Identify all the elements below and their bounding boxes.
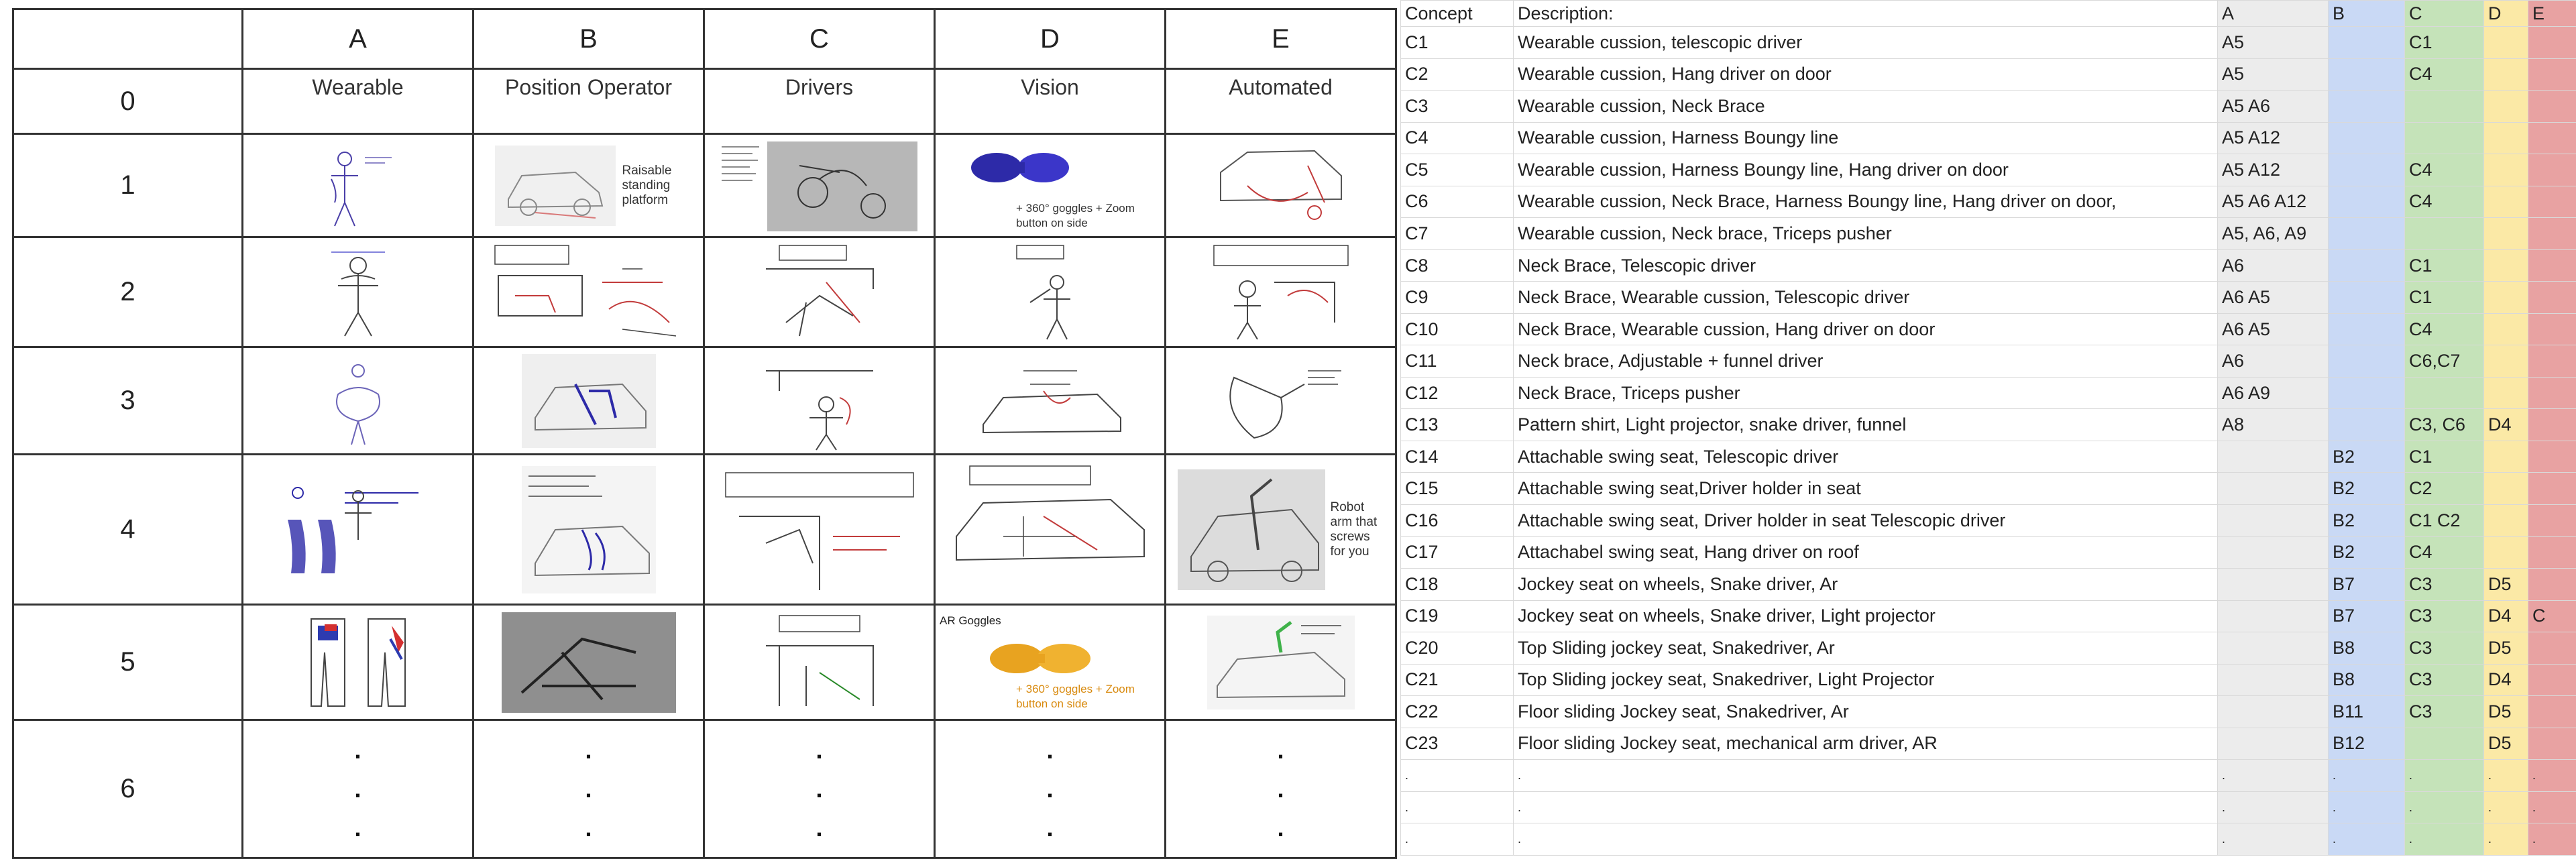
- cell-e[interactable]: C: [2528, 600, 2576, 632]
- cell-c[interactable]: C1: [2405, 27, 2484, 59]
- cell-e[interactable]: [2528, 473, 2576, 505]
- cell-concept[interactable]: C14: [1401, 441, 1514, 473]
- cell-e[interactable]: .: [2528, 791, 2576, 823]
- cell-a[interactable]: A5, A6, A9: [2218, 218, 2329, 250]
- cell-e[interactable]: [2528, 441, 2576, 473]
- cell-concept[interactable]: C8: [1401, 249, 1514, 282]
- cell-a[interactable]: A5: [2218, 58, 2329, 91]
- header-col-c[interactable]: C: [2405, 1, 2484, 27]
- row-label-5: 5: [13, 605, 243, 720]
- sketch-a4: [243, 455, 473, 605]
- sketch-c2: [704, 237, 935, 347]
- cell-description[interactable]: Neck Brace, Wearable cussion, Hang driver on door: [1514, 313, 2218, 345]
- row-label-2: 2: [13, 237, 243, 347]
- column-header-b: B: [473, 9, 704, 69]
- sketch-c3: [704, 347, 935, 455]
- table-row: [1401, 313, 2576, 345]
- cell-a[interactable]: A8: [2218, 409, 2329, 441]
- cell-c[interactable]: [2405, 377, 2484, 409]
- sketch-e1: [1166, 134, 1396, 237]
- cell-e[interactable]: [2528, 409, 2576, 441]
- cell-b[interactable]: [2329, 218, 2405, 250]
- cell-description[interactable]: Top Sliding jockey seat, Snakedriver, Light Projector: [1514, 664, 2218, 696]
- cell-b[interactable]: [2329, 122, 2405, 154]
- cell-concept[interactable]: .: [1401, 760, 1514, 792]
- cell-c[interactable]: C3: [2405, 600, 2484, 632]
- row-label-6: 6: [13, 720, 243, 858]
- table-row: [1401, 186, 2576, 218]
- cell-c[interactable]: .: [2405, 760, 2484, 792]
- annotation-robot-arm: Robot arm that screws for you: [1331, 500, 1384, 559]
- table-row: [1401, 791, 2576, 823]
- cell-e[interactable]: [2528, 282, 2576, 314]
- cell-a[interactable]: .: [2218, 760, 2329, 792]
- column-header-d: D: [935, 9, 1166, 69]
- cell-d[interactable]: [2484, 473, 2528, 505]
- cell-description[interactable]: Wearable cussion, Neck Brace, Harness Boungy line, Hang driver on door,: [1514, 186, 2218, 218]
- sketch-b4: [473, 455, 704, 605]
- column-header-a: A: [243, 9, 473, 69]
- cell-e[interactable]: [2528, 569, 2576, 601]
- table-row: [1401, 536, 2576, 569]
- table-row: [1401, 569, 2576, 601]
- cell-a[interactable]: A5 A12: [2218, 154, 2329, 186]
- sketch-b2: [473, 237, 704, 347]
- cell-a[interactable]: A5 A6: [2218, 91, 2329, 123]
- cell-c[interactable]: [2405, 728, 2484, 760]
- sketch-b1: [473, 134, 704, 237]
- cell-c[interactable]: C1: [2405, 441, 2484, 473]
- cell-c[interactable]: C4: [2405, 536, 2484, 569]
- table-row: [1401, 282, 2576, 314]
- cell-description[interactable]: Top Sliding jockey seat, Snakedriver, Ar: [1514, 632, 2218, 665]
- cell-description[interactable]: Neck brace, Adjustable + funnel driver: [1514, 345, 2218, 378]
- cell-a[interactable]: A6: [2218, 345, 2329, 378]
- cell-concept[interactable]: C13: [1401, 409, 1514, 441]
- table-row: [1401, 91, 2576, 123]
- cell-a[interactable]: [2218, 504, 2329, 536]
- cell-c[interactable]: C2: [2405, 473, 2484, 505]
- cell-description[interactable]: Attachabel swing seat, Hang driver on roof: [1514, 536, 2218, 569]
- corner-cell: [13, 9, 243, 69]
- cell-d[interactable]: [2484, 313, 2528, 345]
- cell-d[interactable]: [2484, 154, 2528, 186]
- cell-a[interactable]: A6 A5: [2218, 313, 2329, 345]
- row-label-4: 4: [13, 455, 243, 605]
- cell-c[interactable]: C4: [2405, 313, 2484, 345]
- cell-e[interactable]: [2528, 377, 2576, 409]
- cell-description[interactable]: Attachable swing seat, Driver holder in seat Telescopic driver: [1514, 504, 2218, 536]
- sketch-a5: [243, 605, 473, 720]
- cell-concept[interactable]: C1: [1401, 27, 1514, 59]
- table-row: [1401, 504, 2576, 536]
- cell-b[interactable]: B2: [2329, 536, 2405, 569]
- header-col-d[interactable]: D: [2484, 1, 2528, 27]
- sketch-a1: [243, 134, 473, 237]
- cell-b[interactable]: B2: [2329, 504, 2405, 536]
- sketch-d2: [935, 237, 1166, 347]
- cell-b[interactable]: .: [2329, 823, 2405, 856]
- cell-a[interactable]: [2218, 569, 2329, 601]
- cell-concept[interactable]: C11: [1401, 345, 1514, 378]
- cell-d[interactable]: .: [2484, 791, 2528, 823]
- cell-description[interactable]: .: [1514, 760, 2218, 792]
- cell-description[interactable]: Attachable swing seat, Telescopic driver: [1514, 441, 2218, 473]
- sketch-d4: [935, 455, 1166, 605]
- sketch-d3: [935, 347, 1166, 455]
- cell-concept[interactable]: C5: [1401, 154, 1514, 186]
- row-label-1: 1: [13, 134, 243, 237]
- category-automated: Automated: [1166, 69, 1396, 134]
- cell-c[interactable]: .: [2405, 791, 2484, 823]
- cell-d[interactable]: D4: [2484, 600, 2528, 632]
- cell-d[interactable]: [2484, 377, 2528, 409]
- table-row: [1401, 664, 2576, 696]
- cell-description[interactable]: Attachable swing seat,Driver holder in seat: [1514, 473, 2218, 505]
- morphological-chart: [12, 8, 1397, 859]
- sketch-a2: [243, 237, 473, 347]
- cell-b[interactable]: B2: [2329, 473, 2405, 505]
- cell-description[interactable]: Pattern shirt, Light projector, snake driver, funnel: [1514, 409, 2218, 441]
- header-concept[interactable]: Concept: [1401, 1, 1514, 27]
- table-row: [1401, 122, 2576, 154]
- cell-d[interactable]: D4: [2484, 664, 2528, 696]
- table-row: [1401, 473, 2576, 505]
- cell-e[interactable]: [2528, 249, 2576, 282]
- header-description[interactable]: Description:: [1514, 1, 2218, 27]
- row-label-3: 3: [13, 347, 243, 455]
- cell-e[interactable]: [2528, 313, 2576, 345]
- cell-b[interactable]: [2329, 313, 2405, 345]
- sketch-c5: [704, 605, 935, 720]
- annotation-goggles-d1: + 360° goggles + Zoom button on side: [1016, 201, 1150, 231]
- cell-b[interactable]: B8: [2329, 664, 2405, 696]
- cell-d[interactable]: D4: [2484, 409, 2528, 441]
- cell-concept[interactable]: .: [1401, 823, 1514, 856]
- cell-e[interactable]: [2528, 664, 2576, 696]
- cell-e[interactable]: [2528, 186, 2576, 218]
- header-col-e[interactable]: E: [2528, 1, 2576, 27]
- cell-e[interactable]: [2528, 632, 2576, 665]
- cell-description[interactable]: Floor sliding Jockey seat, mechanical arm driver, AR: [1514, 728, 2218, 760]
- cell-a[interactable]: A6 A9: [2218, 377, 2329, 409]
- cell-a[interactable]: [2218, 600, 2329, 632]
- header-col-b[interactable]: B: [2329, 1, 2405, 27]
- cell-d[interactable]: [2484, 249, 2528, 282]
- cell-description[interactable]: Jockey seat on wheels, Snake driver, Light projector: [1514, 600, 2218, 632]
- cell-d[interactable]: [2484, 186, 2528, 218]
- cell-c[interactable]: C3: [2405, 569, 2484, 601]
- cell-description[interactable]: Neck Brace, Wearable cussion, Telescopic driver: [1514, 282, 2218, 314]
- cell-b[interactable]: [2329, 377, 2405, 409]
- cell-e[interactable]: [2528, 504, 2576, 536]
- cell-c[interactable]: C1 C2: [2405, 504, 2484, 536]
- cell-concept[interactable]: C20: [1401, 632, 1514, 665]
- cell-concept[interactable]: C15: [1401, 473, 1514, 505]
- sketch-b5: [473, 605, 704, 720]
- table-row: [1401, 249, 2576, 282]
- table-row: [1401, 728, 2576, 760]
- continuation-d: . . .: [935, 720, 1166, 858]
- cell-a[interactable]: A6: [2218, 249, 2329, 282]
- cell-concept[interactable]: C16: [1401, 504, 1514, 536]
- cushion-pants-icon: [304, 612, 412, 713]
- cell-b[interactable]: .: [2329, 760, 2405, 792]
- cell-b[interactable]: .: [2329, 791, 2405, 823]
- sketch-c4: [704, 455, 935, 605]
- cell-description[interactable]: Wearable cussion, Neck Brace: [1514, 91, 2218, 123]
- cell-c[interactable]: C1: [2405, 282, 2484, 314]
- cell-description[interactable]: Neck Brace, Telescopic driver: [1514, 249, 2218, 282]
- category-position-operator: Position Operator: [473, 69, 704, 134]
- cell-description[interactable]: Floor sliding Jockey seat, Snakedriver, Ar: [1514, 696, 2218, 728]
- annotation-goggles-d5: + 360° goggles + Zoom button on side: [1016, 682, 1150, 711]
- table-row: [1401, 345, 2576, 378]
- cell-concept[interactable]: C12: [1401, 377, 1514, 409]
- concept-spreadsheet: [1400, 0, 2576, 856]
- cell-description[interactable]: .: [1514, 791, 2218, 823]
- cell-d[interactable]: [2484, 27, 2528, 59]
- sketch-d1: [935, 134, 1166, 237]
- cell-e[interactable]: [2528, 122, 2576, 154]
- cell-d[interactable]: [2484, 91, 2528, 123]
- cell-b[interactable]: [2329, 282, 2405, 314]
- cell-d[interactable]: D5: [2484, 569, 2528, 601]
- cell-a[interactable]: [2218, 696, 2329, 728]
- cell-c[interactable]: C3: [2405, 664, 2484, 696]
- cell-b[interactable]: [2329, 186, 2405, 218]
- cell-c[interactable]: C3: [2405, 696, 2484, 728]
- table-row: [1401, 218, 2576, 250]
- cell-c[interactable]: C4: [2405, 154, 2484, 186]
- sheet-header-row: [1401, 1, 2576, 27]
- cell-description[interactable]: Neck Brace, Triceps pusher: [1514, 377, 2218, 409]
- category-vision: Vision: [935, 69, 1166, 134]
- sketch-b3: [473, 347, 704, 455]
- cell-b[interactable]: [2329, 154, 2405, 186]
- cell-a[interactable]: [2218, 632, 2329, 665]
- sketch-e2: [1166, 237, 1396, 347]
- table-row: [1401, 154, 2576, 186]
- annotation-ar-goggles: AR Goggles: [940, 614, 1164, 628]
- cell-concept[interactable]: .: [1401, 791, 1514, 823]
- table-row: [1401, 696, 2576, 728]
- cell-b[interactable]: [2329, 27, 2405, 59]
- row-label-0: 0: [13, 69, 243, 134]
- cell-c[interactable]: C4: [2405, 58, 2484, 91]
- cell-concept[interactable]: C7: [1401, 218, 1514, 250]
- cell-b[interactable]: [2329, 249, 2405, 282]
- cell-c[interactable]: [2405, 218, 2484, 250]
- table-row: [1401, 600, 2576, 632]
- cell-a[interactable]: [2218, 473, 2329, 505]
- cell-e[interactable]: .: [2528, 823, 2576, 856]
- cell-c[interactable]: .: [2405, 823, 2484, 856]
- cell-d[interactable]: [2484, 504, 2528, 536]
- cell-c[interactable]: C3, C6: [2405, 409, 2484, 441]
- cell-concept[interactable]: C2: [1401, 58, 1514, 91]
- cell-b[interactable]: B7: [2329, 600, 2405, 632]
- cell-a[interactable]: A5 A12: [2218, 122, 2329, 154]
- cell-e[interactable]: [2528, 27, 2576, 59]
- table-row: [1401, 27, 2576, 59]
- cell-a[interactable]: A6 A5: [2218, 282, 2329, 314]
- cell-description[interactable]: .: [1514, 823, 2218, 856]
- cell-d[interactable]: .: [2484, 760, 2528, 792]
- table-row: [1401, 760, 2576, 792]
- continuation-e: . . .: [1166, 720, 1396, 858]
- cell-c[interactable]: [2405, 122, 2484, 154]
- cell-b[interactable]: [2329, 345, 2405, 378]
- continuation-c: . . .: [704, 720, 935, 858]
- cell-a[interactable]: .: [2218, 823, 2329, 856]
- table-row: [1401, 632, 2576, 665]
- sketch-e5: [1166, 605, 1396, 720]
- cell-a[interactable]: A5: [2218, 27, 2329, 59]
- sketch-d5: [935, 605, 1166, 720]
- cell-d[interactable]: [2484, 58, 2528, 91]
- robot-arm-photo-icon: [1178, 469, 1325, 590]
- cell-a[interactable]: [2218, 728, 2329, 760]
- category-drivers: Drivers: [704, 69, 935, 134]
- cell-description[interactable]: Wearable cussion, Neck brace, Triceps pusher: [1514, 218, 2218, 250]
- cell-d[interactable]: [2484, 122, 2528, 154]
- table-row: [1401, 377, 2576, 409]
- table-row: [1401, 823, 2576, 856]
- cell-concept[interactable]: C3: [1401, 91, 1514, 123]
- header-col-a[interactable]: A: [2218, 1, 2329, 27]
- cell-c[interactable]: [2405, 91, 2484, 123]
- cell-b[interactable]: [2329, 91, 2405, 123]
- cell-a[interactable]: .: [2218, 791, 2329, 823]
- cell-a[interactable]: [2218, 441, 2329, 473]
- table-row: [1401, 58, 2576, 91]
- cell-d[interactable]: .: [2484, 823, 2528, 856]
- cell-c[interactable]: C1: [2405, 249, 2484, 282]
- cell-d[interactable]: D5: [2484, 728, 2528, 760]
- cell-concept[interactable]: C23: [1401, 728, 1514, 760]
- cell-a[interactable]: A5 A6 A12: [2218, 186, 2329, 218]
- category-wearable: Wearable: [243, 69, 473, 134]
- cell-concept[interactable]: C21: [1401, 664, 1514, 696]
- cell-description[interactable]: Wearable cussion, telescopic driver: [1514, 27, 2218, 59]
- cell-e[interactable]: [2528, 696, 2576, 728]
- cell-concept[interactable]: C18: [1401, 569, 1514, 601]
- cell-d[interactable]: [2484, 441, 2528, 473]
- sketch-e3: [1166, 347, 1396, 455]
- sketch-c1: [704, 134, 935, 237]
- cell-c[interactable]: C6,C7: [2405, 345, 2484, 378]
- cell-d[interactable]: D5: [2484, 632, 2528, 665]
- cell-b[interactable]: [2329, 58, 2405, 91]
- table-row: [1401, 441, 2576, 473]
- cell-a[interactable]: [2218, 536, 2329, 569]
- cell-c[interactable]: C4: [2405, 186, 2484, 218]
- cell-e[interactable]: [2528, 728, 2576, 760]
- cell-d[interactable]: [2484, 218, 2528, 250]
- table-row: [1401, 409, 2576, 441]
- annotation-raisable-platform: Raisable standing platform: [622, 164, 683, 208]
- cell-concept[interactable]: C19: [1401, 600, 1514, 632]
- continuation-b: . . .: [473, 720, 704, 858]
- cell-concept[interactable]: C17: [1401, 536, 1514, 569]
- cell-concept[interactable]: C10: [1401, 313, 1514, 345]
- cell-d[interactable]: D5: [2484, 696, 2528, 728]
- cell-e[interactable]: [2528, 154, 2576, 186]
- cell-concept[interactable]: C6: [1401, 186, 1514, 218]
- continuation-a: . . .: [243, 720, 473, 858]
- cell-b[interactable]: B7: [2329, 569, 2405, 601]
- cell-e[interactable]: [2528, 58, 2576, 91]
- column-header-c: C: [704, 9, 935, 69]
- cell-d[interactable]: [2484, 345, 2528, 378]
- cell-c[interactable]: C3: [2405, 632, 2484, 665]
- cell-concept[interactable]: C9: [1401, 282, 1514, 314]
- cell-e[interactable]: [2528, 218, 2576, 250]
- sketch-e4: [1166, 455, 1396, 605]
- cell-e[interactable]: .: [2528, 760, 2576, 792]
- cell-concept[interactable]: C4: [1401, 122, 1514, 154]
- car-photo-icon: [495, 146, 616, 226]
- cell-e[interactable]: [2528, 91, 2576, 123]
- cell-description[interactable]: Wearable cussion, Harness Boungy line: [1514, 122, 2218, 154]
- cell-description[interactable]: Jockey seat on wheels, Snake driver, Ar: [1514, 569, 2218, 601]
- cell-b[interactable]: B8: [2329, 632, 2405, 665]
- cell-e[interactable]: [2528, 536, 2576, 569]
- cell-b[interactable]: B11: [2329, 696, 2405, 728]
- cell-b[interactable]: B2: [2329, 441, 2405, 473]
- cell-b[interactable]: B12: [2329, 728, 2405, 760]
- cell-description[interactable]: Wearable cussion, Harness Boungy line, Hang driver on door: [1514, 154, 2218, 186]
- cell-a[interactable]: [2218, 664, 2329, 696]
- sketch-a3: [243, 347, 473, 455]
- cell-description[interactable]: Wearable cussion, Hang driver on door: [1514, 58, 2218, 91]
- cell-concept[interactable]: C22: [1401, 696, 1514, 728]
- cell-e[interactable]: [2528, 345, 2576, 378]
- column-header-e: E: [1166, 9, 1396, 69]
- cell-d[interactable]: [2484, 282, 2528, 314]
- cell-b[interactable]: [2329, 409, 2405, 441]
- cell-d[interactable]: [2484, 536, 2528, 569]
